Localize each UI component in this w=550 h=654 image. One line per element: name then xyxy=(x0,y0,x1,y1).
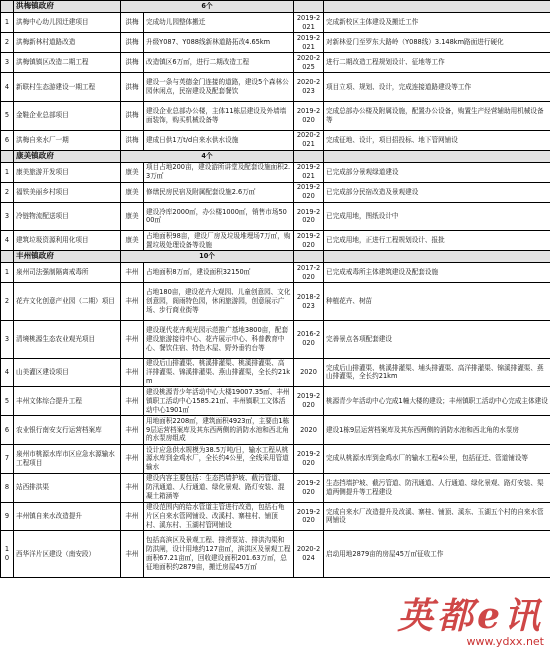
town-name: 丰州 xyxy=(121,387,144,416)
annual-plan: 进行二期改造工程规划设计、征地等工作 xyxy=(324,53,550,73)
row-number: 1 xyxy=(1,263,14,283)
project-years: 2020 xyxy=(294,358,324,387)
project-years: 2019-2020 xyxy=(294,231,324,251)
watermark-url: www.ydxx.net xyxy=(466,635,544,648)
project-years: 2019-2020 xyxy=(294,101,324,130)
row-number: 2 xyxy=(1,33,14,53)
project-years: 2020-2023 xyxy=(294,73,324,102)
watermark-logo: 英都e讯 xyxy=(397,595,544,637)
table-row xyxy=(1,182,550,202)
row-number: 4 xyxy=(1,231,14,251)
project-content: 建设范围内的给水管道主管进行改造，包括石龟片区自来水管网铺设、改溪村、寨桂村、铺顶村、溪东村、玉湖村管网铺设 xyxy=(144,502,294,531)
row-number: 4 xyxy=(1,358,14,387)
row-number: 3 xyxy=(1,320,14,358)
town-name: 丰州 xyxy=(121,263,144,283)
project-content: 占地面积98亩，建设厂房及垃圾堆埋场7万㎡，购置垃圾处理设备等设施 xyxy=(144,231,294,251)
project-name: 金鞋企业总部项目 xyxy=(14,101,121,130)
project-name: 福铁美丽乡村项目 xyxy=(14,182,121,202)
project-years: 2019-2020 xyxy=(294,202,324,231)
town-name: 康美 xyxy=(121,162,144,182)
annual-plan: 已完成用地，正进行工程规划设计、报批 xyxy=(324,231,550,251)
section-blank-cell xyxy=(1,1,14,13)
section-header-row xyxy=(1,1,550,13)
town-name: 丰州 xyxy=(121,416,144,445)
project-name: 建筑垃圾资源利用化项目 xyxy=(14,231,121,251)
table-row xyxy=(1,502,550,531)
section-blank-cell xyxy=(294,150,324,162)
town-name: 洪梅 xyxy=(121,13,144,33)
project-years: 2019-2020 xyxy=(294,502,324,531)
row-number: 9 xyxy=(1,502,14,531)
project-content: 建设企业总部办公楼，主体11栋层建设及外墙墙面装饰，购买机械设备等 xyxy=(144,101,294,130)
project-years: 2017-2020 xyxy=(294,263,324,283)
table-row xyxy=(1,531,550,577)
project-years: 2020-2025 xyxy=(294,53,324,73)
table-row xyxy=(1,53,550,73)
table-row xyxy=(1,33,550,53)
table-row xyxy=(1,162,550,182)
row-number: 8 xyxy=(1,473,14,502)
annual-plan: 完成自来水厂改造提升及改溪、寨桂、铺顶、溪东、玉湖五个村的自来水管网铺设 xyxy=(324,502,550,531)
town-name: 丰州 xyxy=(121,444,144,473)
project-content: 完成幼儿园整体搬迁 xyxy=(144,13,294,33)
town-name: 丰州 xyxy=(121,320,144,358)
row-number: 1 xyxy=(1,162,14,182)
site-watermark xyxy=(397,596,544,648)
section-name: 丰州镇政府 xyxy=(14,251,121,263)
annual-plan: 已完成部分景观绿道建设 xyxy=(324,162,550,182)
table-row xyxy=(1,73,550,102)
section-blank-cell xyxy=(324,251,550,263)
town-name: 洪梅 xyxy=(121,130,144,150)
project-years: 2019-2020 xyxy=(294,387,324,416)
table-row xyxy=(1,416,550,445)
town-name: 康美 xyxy=(121,182,144,202)
project-name: 康美旅游开发项目 xyxy=(14,162,121,182)
table-row xyxy=(1,101,550,130)
annual-plan: 种植花卉、树苗 xyxy=(324,283,550,321)
town-name: 丰州 xyxy=(121,473,144,502)
project-content: 占地面积8万㎡，建设面积32150㎡ xyxy=(144,263,294,283)
table-row xyxy=(1,473,550,502)
town-name: 康美 xyxy=(121,202,144,231)
section-blank-cell xyxy=(294,251,324,263)
project-years: 2019-2021 xyxy=(294,162,324,182)
row-number: 3 xyxy=(1,53,14,73)
section-blank-cell xyxy=(1,251,14,263)
project-content: 建设一条与英德金门连接的道路，建设5个森林公园休闲点，民宿建设及配套餐饮 xyxy=(144,73,294,102)
project-content: 用地面积2208㎡，建筑面积4923㎡，主要由1栋9层运营档案库及其东西两侧的消防水池和西北角的水泵房组成 xyxy=(144,416,294,445)
row-number: 4 xyxy=(1,73,14,102)
town-name: 康美 xyxy=(121,231,144,251)
row-number: 6 xyxy=(1,130,14,150)
project-name: 清境桃源生态农业观光项目 xyxy=(14,320,121,358)
project-content: 升级Y087、Y088线新林道路拓改4.65km xyxy=(144,33,294,53)
project-content: 建设后山排灌渠、桃溪排灌渠、桃溪排灌渠、高洋排灌渠、锦溪排灌渠、燕山排灌渠，全长约21km xyxy=(144,358,294,387)
annual-plan: 已完成用地，图纸设计中 xyxy=(324,202,550,231)
annual-plan: 对新林爱门至罗东大路岭（Y088线）3.148km路面进行硬化 xyxy=(324,33,550,53)
section-blank-cell xyxy=(294,1,324,13)
project-name: 山美灌区建设项目 xyxy=(14,358,121,387)
project-name: 农业银行南安支行运营档案库 xyxy=(14,416,121,445)
project-content: 建设桃源青少年活动中心大楼19007.35㎡、丰州镇职工活动中心1585.21㎡、丰州镇职工文体活动中心1901㎡ xyxy=(144,387,294,416)
project-years: 2020-2024 xyxy=(294,531,324,577)
row-number: 1 xyxy=(1,13,14,33)
row-number: 5 xyxy=(1,101,14,130)
project-years: 2016-2020 xyxy=(294,320,324,358)
project-years: 2019-2021 xyxy=(294,13,324,33)
annual-plan: 生态挡墙护坡、截污管道、防汛通道、人行通道、绿化景观、路灯安装、渠道两侧提升等工程建设 xyxy=(324,473,550,502)
project-name: 丰州文体综合提升工程 xyxy=(14,387,121,416)
project-name: 西华洋片区建设（南安段） xyxy=(14,531,121,577)
section-header-row xyxy=(1,150,550,162)
table-row xyxy=(1,320,550,358)
annual-plan: 完成总部办公楼及附属设施，配置办公设备，购置生产经营辅助用机械设备等 xyxy=(324,101,550,130)
project-name: 丰州镇自来水改造提升 xyxy=(14,502,121,531)
town-name: 丰州 xyxy=(121,358,144,387)
row-number: 6 xyxy=(1,416,14,445)
section-blank-cell xyxy=(1,150,14,162)
row-number: 5 xyxy=(1,387,14,416)
annual-plan: 完成后山排灌渠、桃溪排灌渠、埔头排灌渠、高洋排灌渠、锦溪排灌渠、燕山排灌渠，全长约21km xyxy=(324,358,550,387)
project-content: 项目占地200亩，建设游所讲堂及配套设施面积2.3万㎡ xyxy=(144,162,294,182)
annual-plan: 建设1栋9层运营档案库及其东西两侧的消防水池和西北角的水泵房 xyxy=(324,416,550,445)
project-content: 建设冷库2000㎡，办公楼1000㎡，销售市场5000㎡ xyxy=(144,202,294,231)
section-blank-cell xyxy=(324,1,550,13)
project-content: 建成日供1万t/d自来水供水设施 xyxy=(144,130,294,150)
project-name: 洪梅中心幼儿园迁建项目 xyxy=(14,13,121,33)
project-content: 包括高滨区及景观工程、排涝泵站、排洪沟渠和防洪闸，设计用地约127亩㎡，滨洪区及景观工程面积67.21亩㎡，回收建设面积201.63万㎡，总征地面积约2879亩，搬迁房屋45万㎡ xyxy=(144,531,294,577)
project-years: 2019-2020 xyxy=(294,182,324,202)
table-row xyxy=(1,444,550,473)
project-name: 花卉文化创意产业园（二期）项目 xyxy=(14,283,121,321)
table-row xyxy=(1,263,550,283)
table-row xyxy=(1,202,550,231)
project-years: 2018-2023 xyxy=(294,283,324,321)
project-name: 泉州司法强制隔离戒毒所 xyxy=(14,263,121,283)
annual-plan: 已完成戒毒所主体建筑建设及配套设施 xyxy=(324,263,550,283)
project-name: 冷链物流配送项目 xyxy=(14,202,121,231)
annual-plan: 桃源青少年活动中心完成1幢大楼的建设；丰州镇职工活动中心完成主体建设 xyxy=(324,387,550,416)
row-number: 2 xyxy=(1,283,14,321)
section-header-row xyxy=(1,251,550,263)
annual-plan: 完善景点各项配套建设 xyxy=(324,320,550,358)
table-row xyxy=(1,130,550,150)
town-name: 丰州 xyxy=(121,283,144,321)
annual-plan: 完成从桃源水库到金鸡水厂的输水工程4公里，包括征迁、管道铺设等 xyxy=(324,444,550,473)
town-name: 丰州 xyxy=(121,531,144,577)
annual-plan: 启动用地2879亩的房屋45万㎡征收工作 xyxy=(324,531,550,577)
table-row xyxy=(1,231,550,251)
project-name: 洪梅新林村道路改造 xyxy=(14,33,121,53)
row-number: 3 xyxy=(1,202,14,231)
row-number: 10 xyxy=(1,531,14,577)
project-name: 洪梅自来水厂一期 xyxy=(14,130,121,150)
town-name: 洪梅 xyxy=(121,73,144,102)
annual-plan: 已完成部分民宿改造及景观建设 xyxy=(324,182,550,202)
town-name: 洪梅 xyxy=(121,53,144,73)
project-content: 占地180亩，建设花卉大观园、儿童创意园、文化创意园，阁雨特色园，休闲旅游园，创意展示广场、步行商业街等 xyxy=(144,283,294,321)
annual-plan: 完成新校区主体建设及搬迁工作 xyxy=(324,13,550,33)
section-count: 10个 xyxy=(121,251,294,263)
table-row xyxy=(1,387,550,416)
town-name: 丰州 xyxy=(121,502,144,531)
project-name: 站西排洪渠 xyxy=(14,473,121,502)
project-content: 修缮民房民宿及附属配套设施2.6万㎡ xyxy=(144,182,294,202)
section-name: 洪梅镇政府 xyxy=(14,1,121,13)
project-name: 洪梅镇镇区改造二期工程 xyxy=(14,53,121,73)
project-content: 改造镇区6万㎡，进行二期改造工程 xyxy=(144,53,294,73)
project-years: 2019-2020 xyxy=(294,444,324,473)
section-blank-cell xyxy=(324,150,550,162)
annual-plan: 项目立项、规划、设计，完成连接道路建设等工作 xyxy=(324,73,550,102)
town-name: 洪梅 xyxy=(121,33,144,53)
section-count: 4个 xyxy=(121,150,294,162)
table-row xyxy=(1,283,550,321)
project-content: 建设现代花卉观光园示范推广基地3800亩，配套建设旅游接待中心、花卉展示中心、科普教育中心、餐饮住宿、特色木屋、野外垂钓台等 xyxy=(144,320,294,358)
project-table-body xyxy=(1,1,550,578)
table-row xyxy=(1,13,550,33)
town-name: 洪梅 xyxy=(121,101,144,130)
row-number: 7 xyxy=(1,444,14,473)
project-name: 泉州市桃源水库市区应急水源输水工程项目 xyxy=(14,444,121,473)
project-years: 2020 xyxy=(294,416,324,445)
project-years: 2019-2021 xyxy=(294,33,324,53)
project-content: 建设内容主要包括：生态挡墙护坡、截污管道、防汛通道、人行通道、绿化景观、路灯安装、混凝土箱涵等 xyxy=(144,473,294,502)
annual-plan: 完成征地、设计，项目招投标、地下管网铺设 xyxy=(324,130,550,150)
project-name: 新联村生态游建设一期工程 xyxy=(14,73,121,102)
project-content: 设计应急供水规模为38.5万吨/日，输水工程从桃源水库到金鸡水厂，全长约4公里，全线采用管道输水 xyxy=(144,444,294,473)
section-name: 康美镇政府 xyxy=(14,150,121,162)
row-number: 2 xyxy=(1,182,14,202)
table-row xyxy=(1,358,550,387)
project-years: 2020-2021 xyxy=(294,130,324,150)
section-count: 6个 xyxy=(121,1,294,13)
project-years: 2019-2020 xyxy=(294,473,324,502)
